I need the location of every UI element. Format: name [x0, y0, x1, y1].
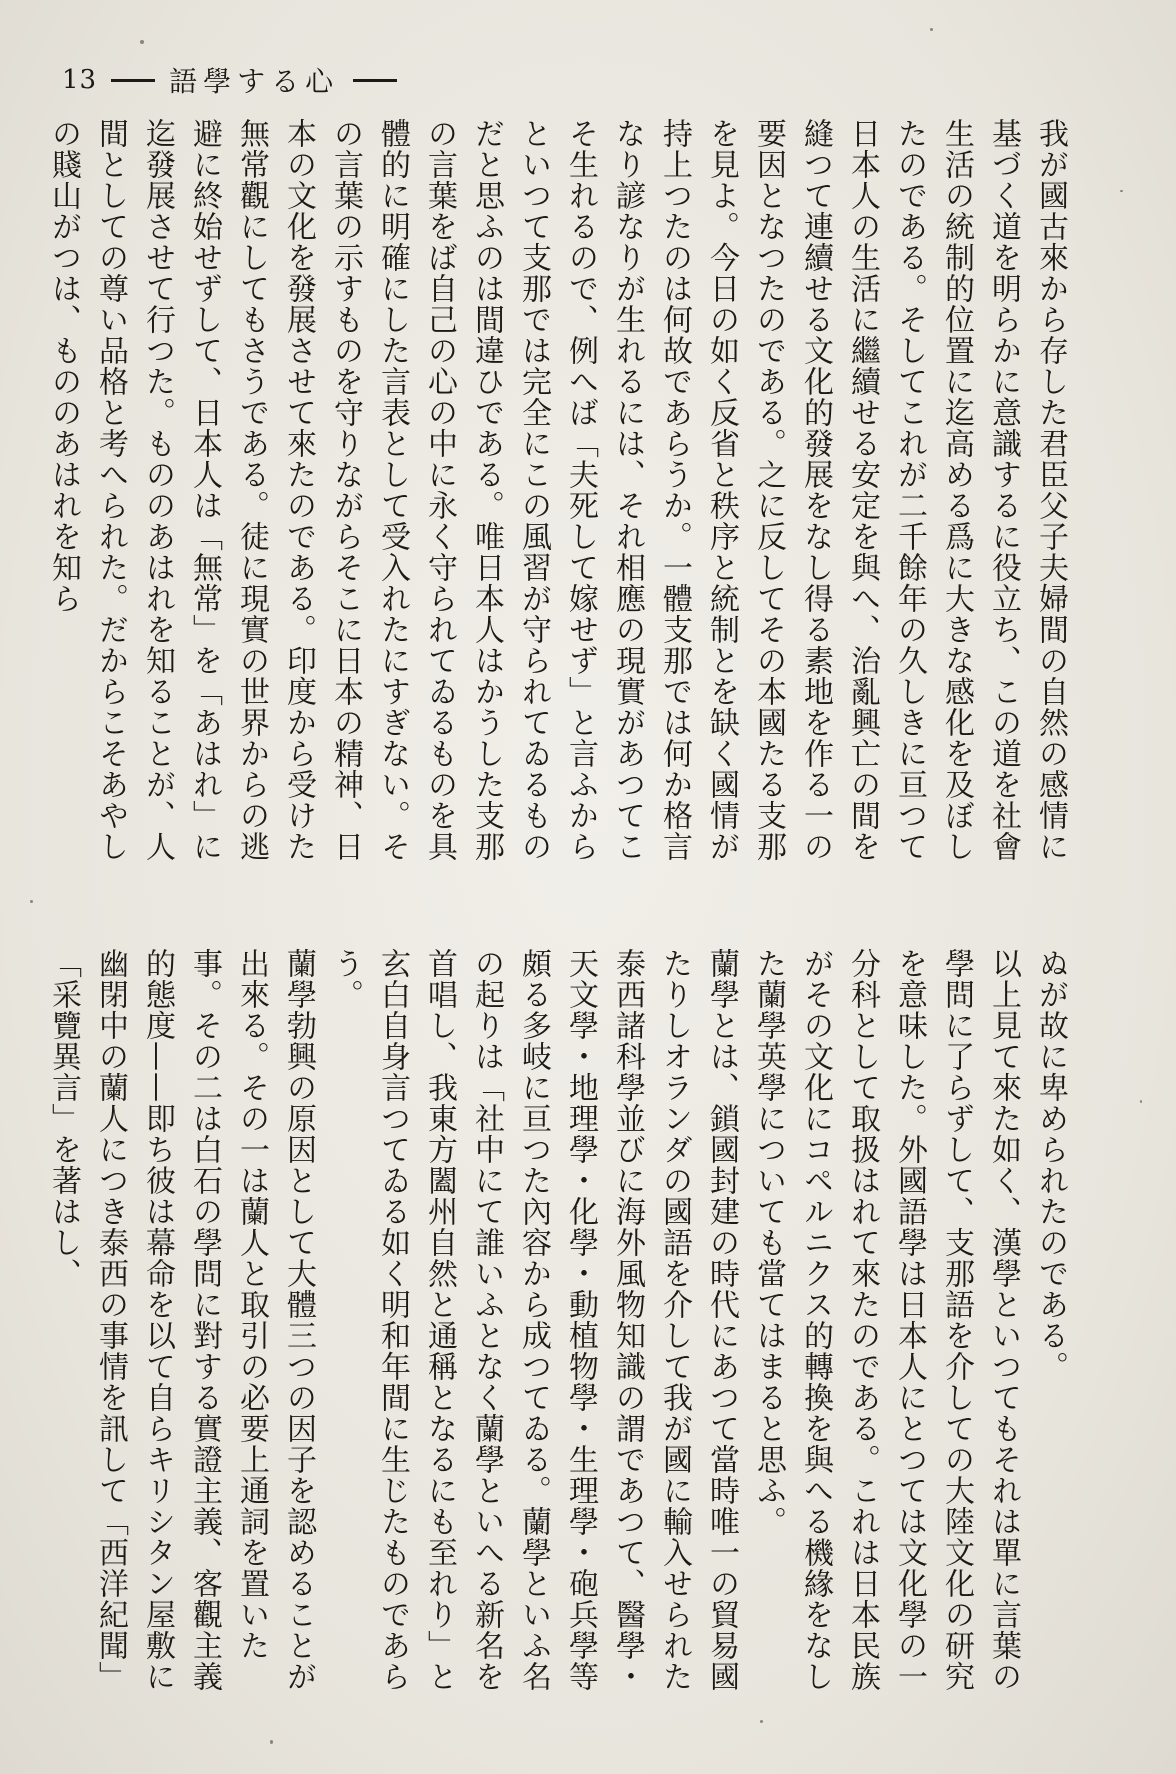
upper-text-block [46, 118, 1074, 888]
speck [760, 1720, 763, 1723]
header-rule-right [353, 79, 397, 82]
upper-paragraph: 我が國古來から存した君臣父子夫婦間の自然の感情に基づく道を明らかに意識するに役立ち、この道を社會生活の統制的位置に迄高める爲に大きな感化を及ぼしたのである。そしてこれが二千餘年の久しきに亘つて日本人の生活に繼續せる安定を與へ、治亂興亡の間を縫つて連續せる文化的發展をなし得る素地を作る一の要因となつたのである。之に反してその本國たる支那を見よ。今日の如く反省と秩序と統制とを缺く國情が持上つたのは何故であらうか。一體支那では何か格言なり諺なりが生れるには、それ相應の現實があつてこそ生れるので、例へば「夫死して嫁せず」と言ふからといつて支那では完全にこの風習が守られてゐるものだと思ふのは間違ひである。唯日本人はかうした支那の言葉をば自己の心の中に永く守られてゐるものを具體的に明確にした言表として受入れたにすぎない。その言葉の示すものを守りながらそこに日本の精神、日本の文化を發展させて來たのである。印度から受けた無常觀にしてもさうである。徒に現實の世界からの逃避に終始せずして、日本人は「無常」を「あはれ」に迄發展させて行つた。もののあはれを知ることが、人間としての尊い品格と考へられた。だからこそあやしの賤山がつは、もののあはれを知ら [46, 118, 1068, 862]
speck [30, 900, 33, 903]
lower-paragraph-2: 以上見て來た如く、漢學といつてもそれは單に言葉の學問に了らずして、支那語を介しての大陸文化の研究を意味した。外國語學は日本人にとつては文化學の一分科として取扱はれて來たのである。これは日本民族がその文化にコペルニクス的轉換を與へる機緣をなした蘭學英學についても當てはまると思ふ。 [751, 948, 1021, 1692]
lower-paragraph-3: 蘭學とは、鎖國封建の時代にあつて當時唯一の貿易國たりしオランダの國語を介して我が國に輸入せられた泰西諸科學並びに海外風物知識の謂であつて、醫學・天文學・地理學・化學・動植物學・生理學・砲兵學等頗る多岐に亘つた內容から成つてゐる。蘭學といふ名の起りは「社中にて誰いふとなく蘭學といへる新名を首唱し、我東方闔州自然と通稱となるにも至れり」と玄白自身言つてゐる如く明和年間に生じたものであらう。 [328, 948, 739, 1692]
lower-paragraph-1: ぬが故に卑められたのである。 [1033, 948, 1068, 1382]
speck [930, 28, 933, 31]
running-title: 語學する心 [169, 65, 340, 98]
speck [270, 1740, 273, 1744]
lower-text-block [46, 948, 1074, 1708]
page-number: 13 [62, 65, 98, 95]
speck [1140, 1100, 1142, 1103]
speck [1120, 190, 1123, 192]
page-header [62, 60, 397, 100]
speck [140, 40, 144, 44]
lower-paragraph-4: 蘭學勃興の原因として大體三つの因子を認めることが出來る。その一は蘭人と取引の必要上通詞を置いた事。その二は白石の學問に對する實證主義、客觀主義的態度——即ち彼は幕命を以て自らキリシタン屋敷に幽閉中の蘭人につき泰西の事情を訊して「西洋紀聞」「采覽異言」を著はし、 [46, 948, 316, 1692]
header-rule-left [111, 79, 155, 82]
